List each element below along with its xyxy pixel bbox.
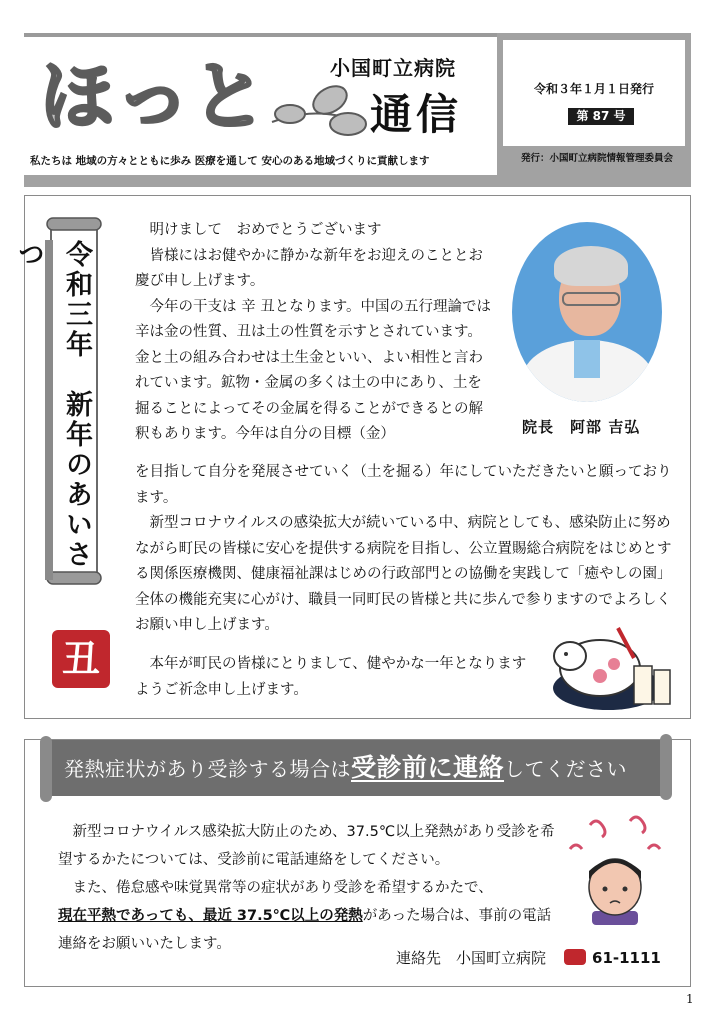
notice-line-3-rest: があった場合は、事前の電話連絡をお願いいたします。 (58, 908, 552, 952)
greeting-vertical-title: 令和三年 新年のあいさつ (13, 240, 92, 570)
contact-label: 連絡先 小国町立病院 (396, 949, 547, 967)
newsletter-title: 通信 (370, 90, 463, 139)
header-bottom-bar (24, 175, 500, 187)
greeting-line-closing: 本年が町民の皆様にとりまして、健やかな一年となりますようご祈念申し上げます。 (135, 656, 527, 698)
greeting-paragraph-closing (135, 652, 535, 703)
portrait-hair (554, 246, 628, 286)
phone-icon (564, 949, 586, 965)
greeting-paragraph-middle (135, 460, 675, 639)
phone-number[interactable]: 61-1111 (592, 949, 661, 967)
ox-figurine-icon (548, 618, 678, 714)
notice-line-1: 新型コロナウイルス感染拡大防止のため、37.5℃以上発熱があり受診を希望するかたについては、受診前に電話連絡をしてください。 (58, 824, 555, 868)
hospital-name: 小国町立病院 (330, 56, 456, 80)
contact-line (396, 947, 661, 968)
portrait-glasses (562, 292, 620, 306)
greeting-paragraph-top (135, 218, 495, 448)
greeting-line-eto: 今年の干支は 辛 丑となります。中国の五行理論では辛は金の性質、丑は土の性質を示すとされています。金と土の組み合わせは土生金といい、よい相性と言われています。鉱物・金属の多くは土の中にあり、土を掘ることによってその金属を得ることができるとの解釈もあります。今年は自分の目標（金） (135, 298, 492, 442)
tagline: 私たちは 地域の方々とともに歩み 医療を通して 安心のある地域づくりに貢献します (30, 155, 430, 167)
zodiac-ox-badge: 丑 (52, 630, 110, 688)
notice-line-2: また、倦怠感や味覚異常等の症状があり受診を希望するかたで、 (72, 880, 493, 896)
director-portrait (512, 222, 662, 402)
header-rule (24, 33, 500, 37)
page-number: 1 (686, 992, 694, 1006)
director-signature: 院長 阿部 吉弘 (522, 418, 641, 436)
notice-banner-text (64, 748, 627, 784)
notice-line-3-emphasis: 現在平熱であっても、最近 37.5℃以上の発熱 (58, 908, 363, 924)
issue-number-badge: 第 87 号 (568, 108, 634, 125)
publish-date: 令和３年１月１日発行 (533, 82, 654, 96)
greeting-line-opening: 明けまして おめでとうございます (149, 222, 382, 238)
banner-text-pre: 発熱症状があり受診する場合は (64, 757, 351, 781)
newsletter-logo: ほっと (40, 54, 268, 140)
notice-body (58, 818, 558, 958)
leaf-icon (270, 82, 370, 142)
greeting-line-covid: 新型コロナウイルスの感染拡大が続いている中、病院としても、感染防止に努めながら町民の皆様に安心を提供する病院を目指し、公立置賜総合病院をはじめとする関係医療機関、健康福祉課はじめの行政部門との協働を実践して「癒やしの園」全体の機能充実に心がけ、職員一同町民の皆様と共に歩んで参りますのでよろしくお願い申し上げます。 (135, 515, 672, 633)
banner-text-emphasis: 受診前に連絡 (351, 753, 505, 782)
greeting-line-wish: 皆様にはお健やかに静かな新年をお迎えのこととお慶び申し上げます。 (135, 247, 483, 289)
banner-text-post: してください (504, 757, 628, 781)
publisher-label: 発行：小国町立病院情報管理委員会 (520, 153, 673, 164)
feverish-person-icon (560, 815, 670, 925)
greeting-line-goal: を目指して自分を発展させていく（土を掘る）年にしていただきたいと願っております。 (135, 464, 672, 506)
portrait-collar (574, 340, 600, 378)
